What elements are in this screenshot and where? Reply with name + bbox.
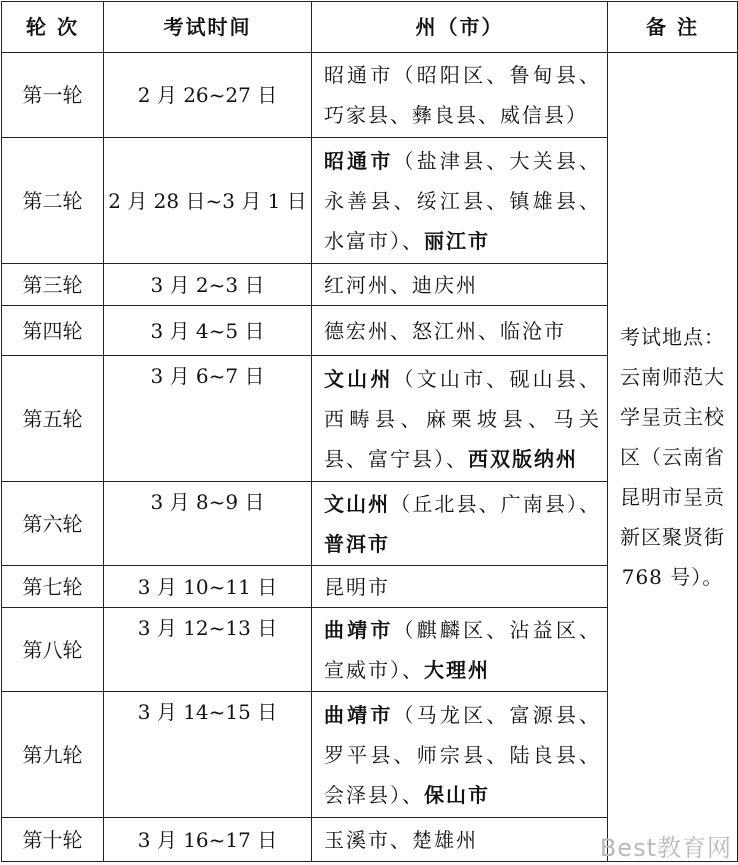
round-cell: 第一轮: [2, 53, 104, 138]
time-cell: 3 月 12~13 日: [104, 608, 312, 692]
region-text: 昭通市（昭阳区、鲁甸县、巧家县、彝良县、威信县）: [324, 63, 601, 127]
header-region: 州（市）: [312, 2, 608, 53]
time-cell: 3 月 4~5 日: [104, 306, 312, 356]
region-name-bold: 曲靖市: [324, 617, 394, 642]
time-cell: 2 月 26~27 日: [104, 53, 312, 138]
region-text: （文山市、砚山县、西畴县、麻栗坡县、马关县、富宁县）、: [324, 366, 602, 471]
table-row: [2, 53, 738, 138]
region-cell: [312, 356, 608, 482]
region-cell: [312, 482, 608, 566]
time-cell: 3 月 14~15 日: [104, 692, 312, 818]
region-text: 红河州、迪庆州: [324, 272, 478, 297]
header-row: [2, 2, 738, 53]
round-cell: 第九轮: [2, 692, 104, 818]
time-cell: 3 月 10~11 日: [104, 566, 312, 608]
region-name-bold: 大理州: [424, 657, 490, 682]
header-round: 轮 次: [2, 2, 104, 53]
round-cell: 第二轮: [2, 138, 104, 264]
region-name-bold: 普洱市: [324, 531, 390, 556]
round-cell: 第六轮: [2, 482, 104, 566]
region-text: 玉溪市、楚雄州: [324, 827, 478, 852]
region-cell: [312, 692, 608, 818]
region-text: （麒麟区、沾益区、宣威市）、: [324, 617, 602, 682]
watermark-text: Best教育网: [599, 834, 732, 862]
region-cell: [312, 608, 608, 692]
region-text: 昆明市: [324, 574, 390, 599]
region-name-bold: 文山州: [324, 366, 394, 391]
region-name-bold: 西双版纳州: [468, 446, 578, 471]
time-cell: 3 月 16~17 日: [104, 818, 312, 862]
exam-schedule-table: [1, 1, 738, 862]
region-text: （马龙区、富源县、罗平县、师宗县、陆良县、会泽县）、: [324, 702, 602, 807]
time-cell: 2 月 28 日~3 月 1 日: [104, 138, 312, 264]
round-cell: 第三轮: [2, 264, 104, 306]
region-cell: [312, 138, 608, 264]
region-cell: [312, 818, 608, 862]
header-time: 考试时间: [104, 2, 312, 53]
round-cell: 第四轮: [2, 306, 104, 356]
region-cell: [312, 306, 608, 356]
region-text: （丘北县、广南县）、: [390, 491, 601, 516]
region-cell: [312, 53, 608, 138]
notes-cell: 考试地点：云南师范大学呈贡主校区（云南省昆明市呈贡新区聚贤街 768 号）。: [608, 53, 738, 862]
region-cell: [312, 566, 608, 608]
region-cell: [312, 264, 608, 306]
region-name-bold: 文山州: [324, 491, 391, 516]
region-name-bold: 保山市: [424, 782, 490, 807]
round-cell: 第七轮: [2, 566, 104, 608]
time-cell: 3 月 2~3 日: [104, 264, 312, 306]
time-cell: 3 月 8~9 日: [104, 482, 312, 566]
region-name-bold: 昭通市: [324, 148, 394, 173]
region-name-bold: 丽江市: [424, 228, 490, 253]
region-text: （盐津县、大关县、永善县、绥江县、镇雄县、水富市）、: [324, 148, 602, 253]
time-cell: 3 月 6~7 日: [104, 356, 312, 482]
round-cell: 第十轮: [2, 818, 104, 862]
round-cell: 第五轮: [2, 356, 104, 482]
region-text: 德宏州、怒江州、临沧市: [324, 318, 566, 343]
region-name-bold: 曲靖市: [324, 702, 394, 727]
header-notes: 备 注: [608, 2, 738, 53]
round-cell: 第八轮: [2, 608, 104, 692]
